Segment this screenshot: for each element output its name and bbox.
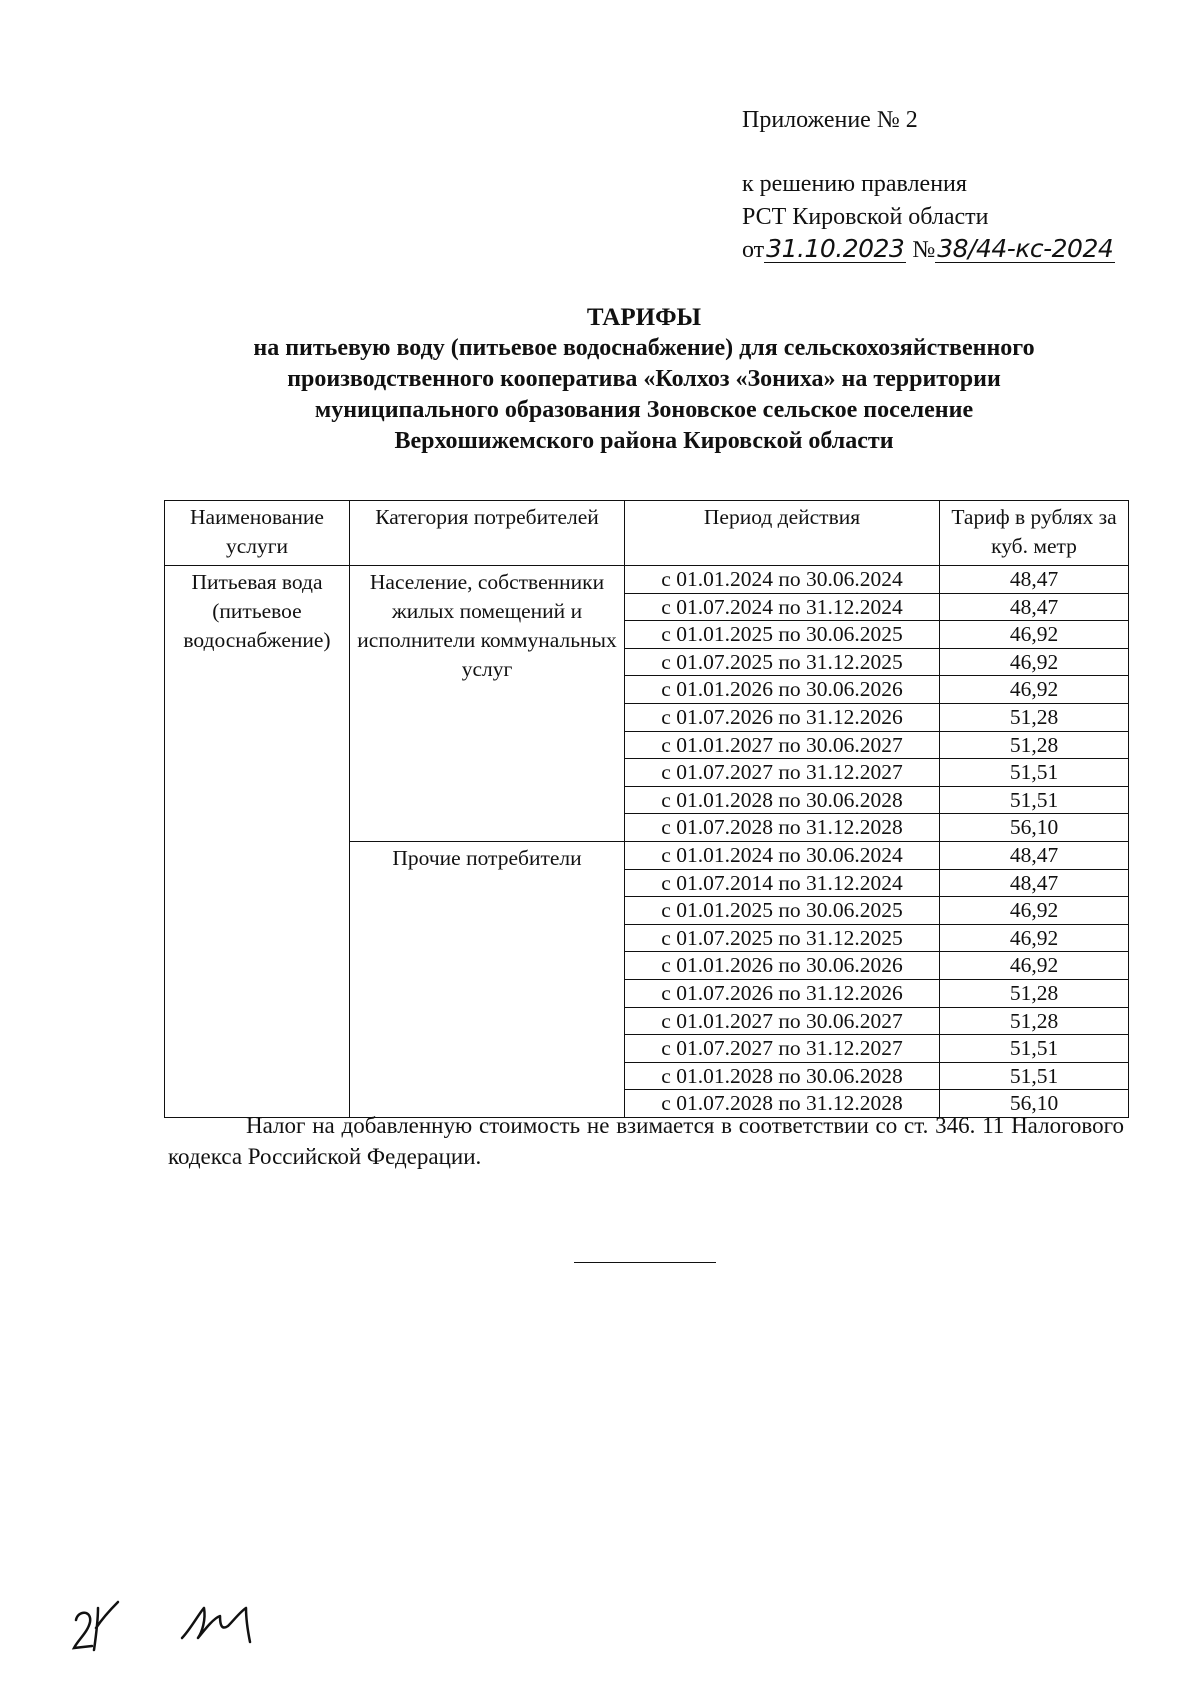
tariff-cell: 48,47 xyxy=(940,841,1129,869)
service-cell: Питьевая вода (питьевое водоснабжение) xyxy=(165,566,350,1118)
handwritten-date: 31.10.2023 xyxy=(766,234,905,263)
tariff-cell: 46,92 xyxy=(940,676,1129,704)
period-cell: с 01.01.2025 по 30.06.2025 xyxy=(625,621,940,649)
tariff-cell: 51,28 xyxy=(940,703,1129,731)
period-cell: с 01.01.2026 по 30.06.2026 xyxy=(625,952,940,980)
period-cell: с 01.07.2027 по 31.12.2027 xyxy=(625,1035,940,1063)
handwritten-number: 38/44-кс-2024 xyxy=(937,234,1114,263)
document-title-block xyxy=(160,302,1128,457)
tariff-cell: 51,28 xyxy=(940,731,1129,759)
period-cell: с 01.07.2025 по 31.12.2025 xyxy=(625,648,940,676)
period-cell: с 01.01.2025 по 30.06.2025 xyxy=(625,897,940,925)
document-title: ТАРИФЫ xyxy=(586,304,702,331)
period-cell: с 01.07.2027 по 31.12.2027 xyxy=(625,759,940,787)
tariff-cell: 51,51 xyxy=(940,1062,1129,1090)
vat-note: Налог на добавленную стоимость не взимается в соответствии со ст. 346. 11 Налогового кодекса Российской Федерации. xyxy=(168,1113,1124,1169)
table-row xyxy=(165,566,1129,594)
date-prefix: от xyxy=(742,237,765,263)
tariff-cell: 51,51 xyxy=(940,786,1129,814)
appendix-line-1: к решению правления xyxy=(742,171,967,197)
header-category: Категория потребителей xyxy=(350,501,625,566)
period-cell: с 01.01.2024 по 30.06.2024 xyxy=(625,566,940,594)
tariff-cell: 48,47 xyxy=(940,566,1129,594)
number-prefix: № xyxy=(912,237,936,263)
category-cell: Прочие потребители xyxy=(350,841,625,1117)
period-cell: с 01.07.2024 по 31.12.2024 xyxy=(625,593,940,621)
tariff-cell: 46,92 xyxy=(940,924,1129,952)
period-cell: с 01.07.2026 по 31.12.2026 xyxy=(625,979,940,1007)
subtitle-line: муниципального образования Зоновское сельское поселение xyxy=(314,397,974,423)
tariff-cell: 56,10 xyxy=(940,1090,1129,1118)
period-cell: с 01.07.2028 по 31.12.2028 xyxy=(625,814,940,842)
appendix-line-2: РСТ Кировской области xyxy=(742,204,989,230)
tariff-table xyxy=(164,500,1129,1118)
appendix-title: Приложение № 2 xyxy=(742,107,918,133)
subtitle-line: на питьевую воду (питьевое водоснабжение) для сельскохозяйственного xyxy=(253,335,1035,361)
period-cell: с 01.07.2026 по 31.12.2026 xyxy=(625,703,940,731)
header-service: Наименование услуги xyxy=(165,501,350,566)
period-cell: с 01.07.2028 по 31.12.2028 xyxy=(625,1090,940,1118)
tariff-cell: 48,47 xyxy=(940,869,1129,897)
tariff-cell: 46,92 xyxy=(940,621,1129,649)
period-cell: с 01.01.2024 по 30.06.2024 xyxy=(625,841,940,869)
tariff-cell: 46,92 xyxy=(940,952,1129,980)
period-cell: с 01.01.2028 по 30.06.2028 xyxy=(625,1062,940,1090)
tariff-cell: 56,10 xyxy=(940,814,1129,842)
period-cell: с 01.01.2026 по 30.06.2026 xyxy=(625,676,940,704)
tariff-cell: 51,28 xyxy=(940,1007,1129,1035)
subtitle-line: Верхошижемского района Кировской области xyxy=(394,428,894,454)
table-header-row xyxy=(165,501,1129,566)
tariff-cell: 46,92 xyxy=(940,648,1129,676)
tariff-cell: 51,28 xyxy=(940,979,1129,1007)
table-body xyxy=(165,566,1129,1118)
tariff-cell: 46,92 xyxy=(940,897,1129,925)
period-cell: с 01.01.2027 по 30.06.2027 xyxy=(625,731,940,759)
period-cell: с 01.01.2028 по 30.06.2028 xyxy=(625,786,940,814)
signature-mark-1 xyxy=(64,1598,134,1654)
header-tariff: Тариф в рублях за куб. метр xyxy=(940,501,1129,566)
signature-mark-2 xyxy=(176,1598,276,1648)
appendix-block xyxy=(742,104,1115,267)
tariff-cell: 51,51 xyxy=(940,1035,1129,1063)
appendix-date-line xyxy=(742,234,1115,267)
period-cell: с 01.07.2025 по 31.12.2025 xyxy=(625,924,940,952)
subtitle-line: производственного кооператива «Колхоз «Зониха» на территории xyxy=(287,366,1001,392)
tariff-cell: 51,51 xyxy=(940,759,1129,787)
tariff-cell: 48,47 xyxy=(940,593,1129,621)
period-cell: с 01.07.2014 по 31.12.2024 xyxy=(625,869,940,897)
period-cell: с 01.01.2027 по 30.06.2027 xyxy=(625,1007,940,1035)
category-cell: Население, собственники жилых помещений и исполнители коммунальных услуг xyxy=(350,566,625,842)
header-period: Период действия xyxy=(625,501,940,566)
closing-rule xyxy=(574,1262,716,1263)
